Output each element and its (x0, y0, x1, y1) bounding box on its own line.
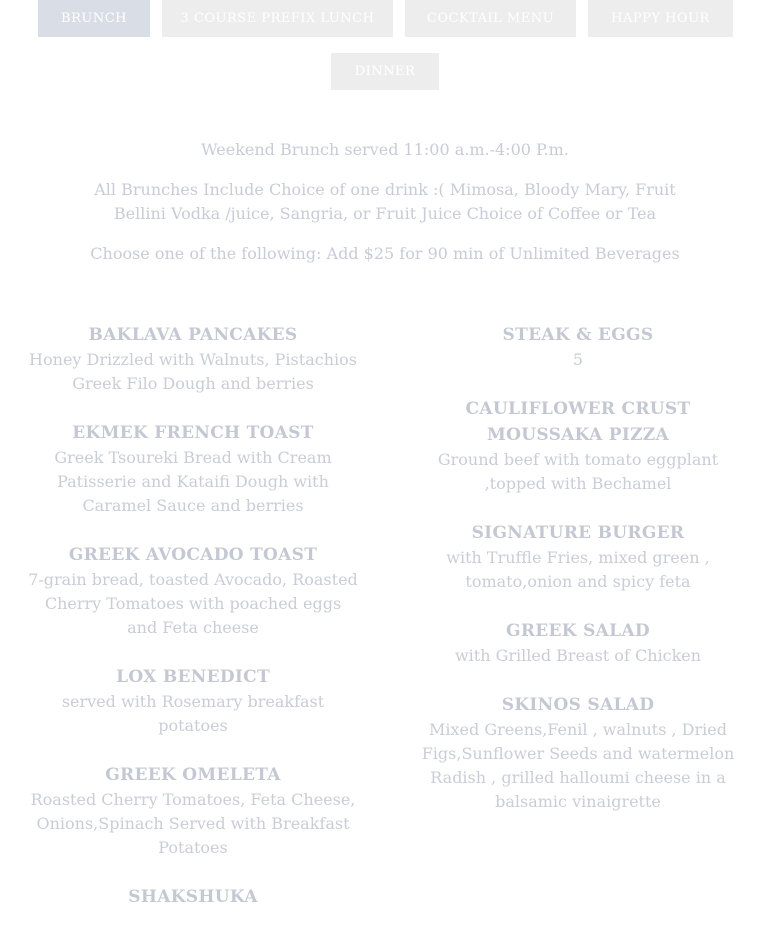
menu-item-title: SHAKSHUKA (128, 887, 258, 907)
brunch-intro (0, 138, 770, 266)
menu-item-description: 5 (572, 350, 584, 369)
menu-item-title: BAKLAVA PANCAKES (88, 325, 298, 345)
menu-item-title: GREEK OMELETA (105, 765, 281, 785)
menu-item-description: Ground beef with tomato eggplant ,topped with Bechamel (437, 450, 719, 493)
tab-cocktail-menu[interactable]: COCKTAIL MENU (405, 0, 576, 37)
menu-item-title: CAULIFLOWER CRUST MOUSSAKA PIZZA (465, 399, 691, 445)
menu-item-description: Roasted Cherry Tomatoes, Feta Cheese, Onions,Spinach Served with Breakfast Potatoes (30, 790, 356, 857)
menu-column-left (28, 322, 358, 934)
menu-column-right (418, 322, 738, 838)
menu-item-title: STEAK & EGGS (502, 325, 654, 345)
menu-item (418, 322, 738, 372)
tab-dinner[interactable]: DINNER (331, 53, 439, 90)
drink-info-line-1: All Brunches Include Choice of one drink :( Mimosa, Bloody Mary, Fruit (94, 180, 676, 199)
menu-item-description: Greek Tsoureki Bread with Cream Patisserie and Kataifi Dough with Caramel Sauce and berries (54, 448, 332, 515)
brunch-hours: Weekend Brunch served 11:00 a.m.-4:00 P.m. (201, 140, 569, 159)
menu-item (28, 762, 358, 860)
menu-item (418, 692, 738, 814)
menu-item-description: Mixed Greens,Fenil , walnuts , Dried Figs,Sunflower Seeds and watermelon Radish , grilled halloumi cheese in a balsamic vinaigrette (421, 720, 735, 811)
menu-item-description: served with Rosemary breakfast potatoes (61, 692, 325, 735)
menu-item (28, 542, 358, 640)
unlimited-beverages-note: Choose one of the following: Add $25 for 90 min of Unlimited Beverages (90, 244, 680, 263)
menu-item (28, 420, 358, 518)
menu-item-description: with Truffle Fries, mixed green , tomato,onion and spicy feta (446, 548, 710, 591)
menu-item-title: SIGNATURE BURGER (471, 523, 685, 543)
menu-item (418, 396, 738, 496)
tab-3-course-prefix-lunch[interactable]: 3 COURSE PREFIX LUNCH (162, 0, 393, 37)
menu-item (418, 520, 738, 594)
menu-item-title: LOX BENEDICT (116, 667, 270, 687)
tab-happy-hour[interactable]: HAPPY HOUR (588, 0, 733, 37)
menu-item-title: EKMEK FRENCH TOAST (72, 423, 314, 443)
menu-item-description: with Grilled Breast of Chicken (454, 646, 702, 665)
menu-item (418, 618, 738, 668)
drink-info-line-2: Bellini Vodka /juice, Sangria, or Fruit Juice Choice of Coffee or Tea (113, 204, 657, 223)
menu-item-description: Honey Drizzled with Walnuts, Pistachios Greek Filo Dough and berries (29, 350, 357, 393)
menu-item-title: GREEK SALAD (506, 621, 650, 641)
menu-item (28, 664, 358, 738)
menu-item (28, 884, 358, 910)
menu-item (28, 322, 358, 396)
menu-item-title: GREEK AVOCADO TOAST (68, 545, 318, 565)
tab-brunch[interactable]: BRUNCH (38, 0, 150, 37)
menu-item-description: 7-grain bread, toasted Avocado, Roasted Cherry Tomatoes with poached eggs and Feta cheese (28, 570, 358, 637)
menu-item-title: SKINOS SALAD (501, 695, 655, 715)
